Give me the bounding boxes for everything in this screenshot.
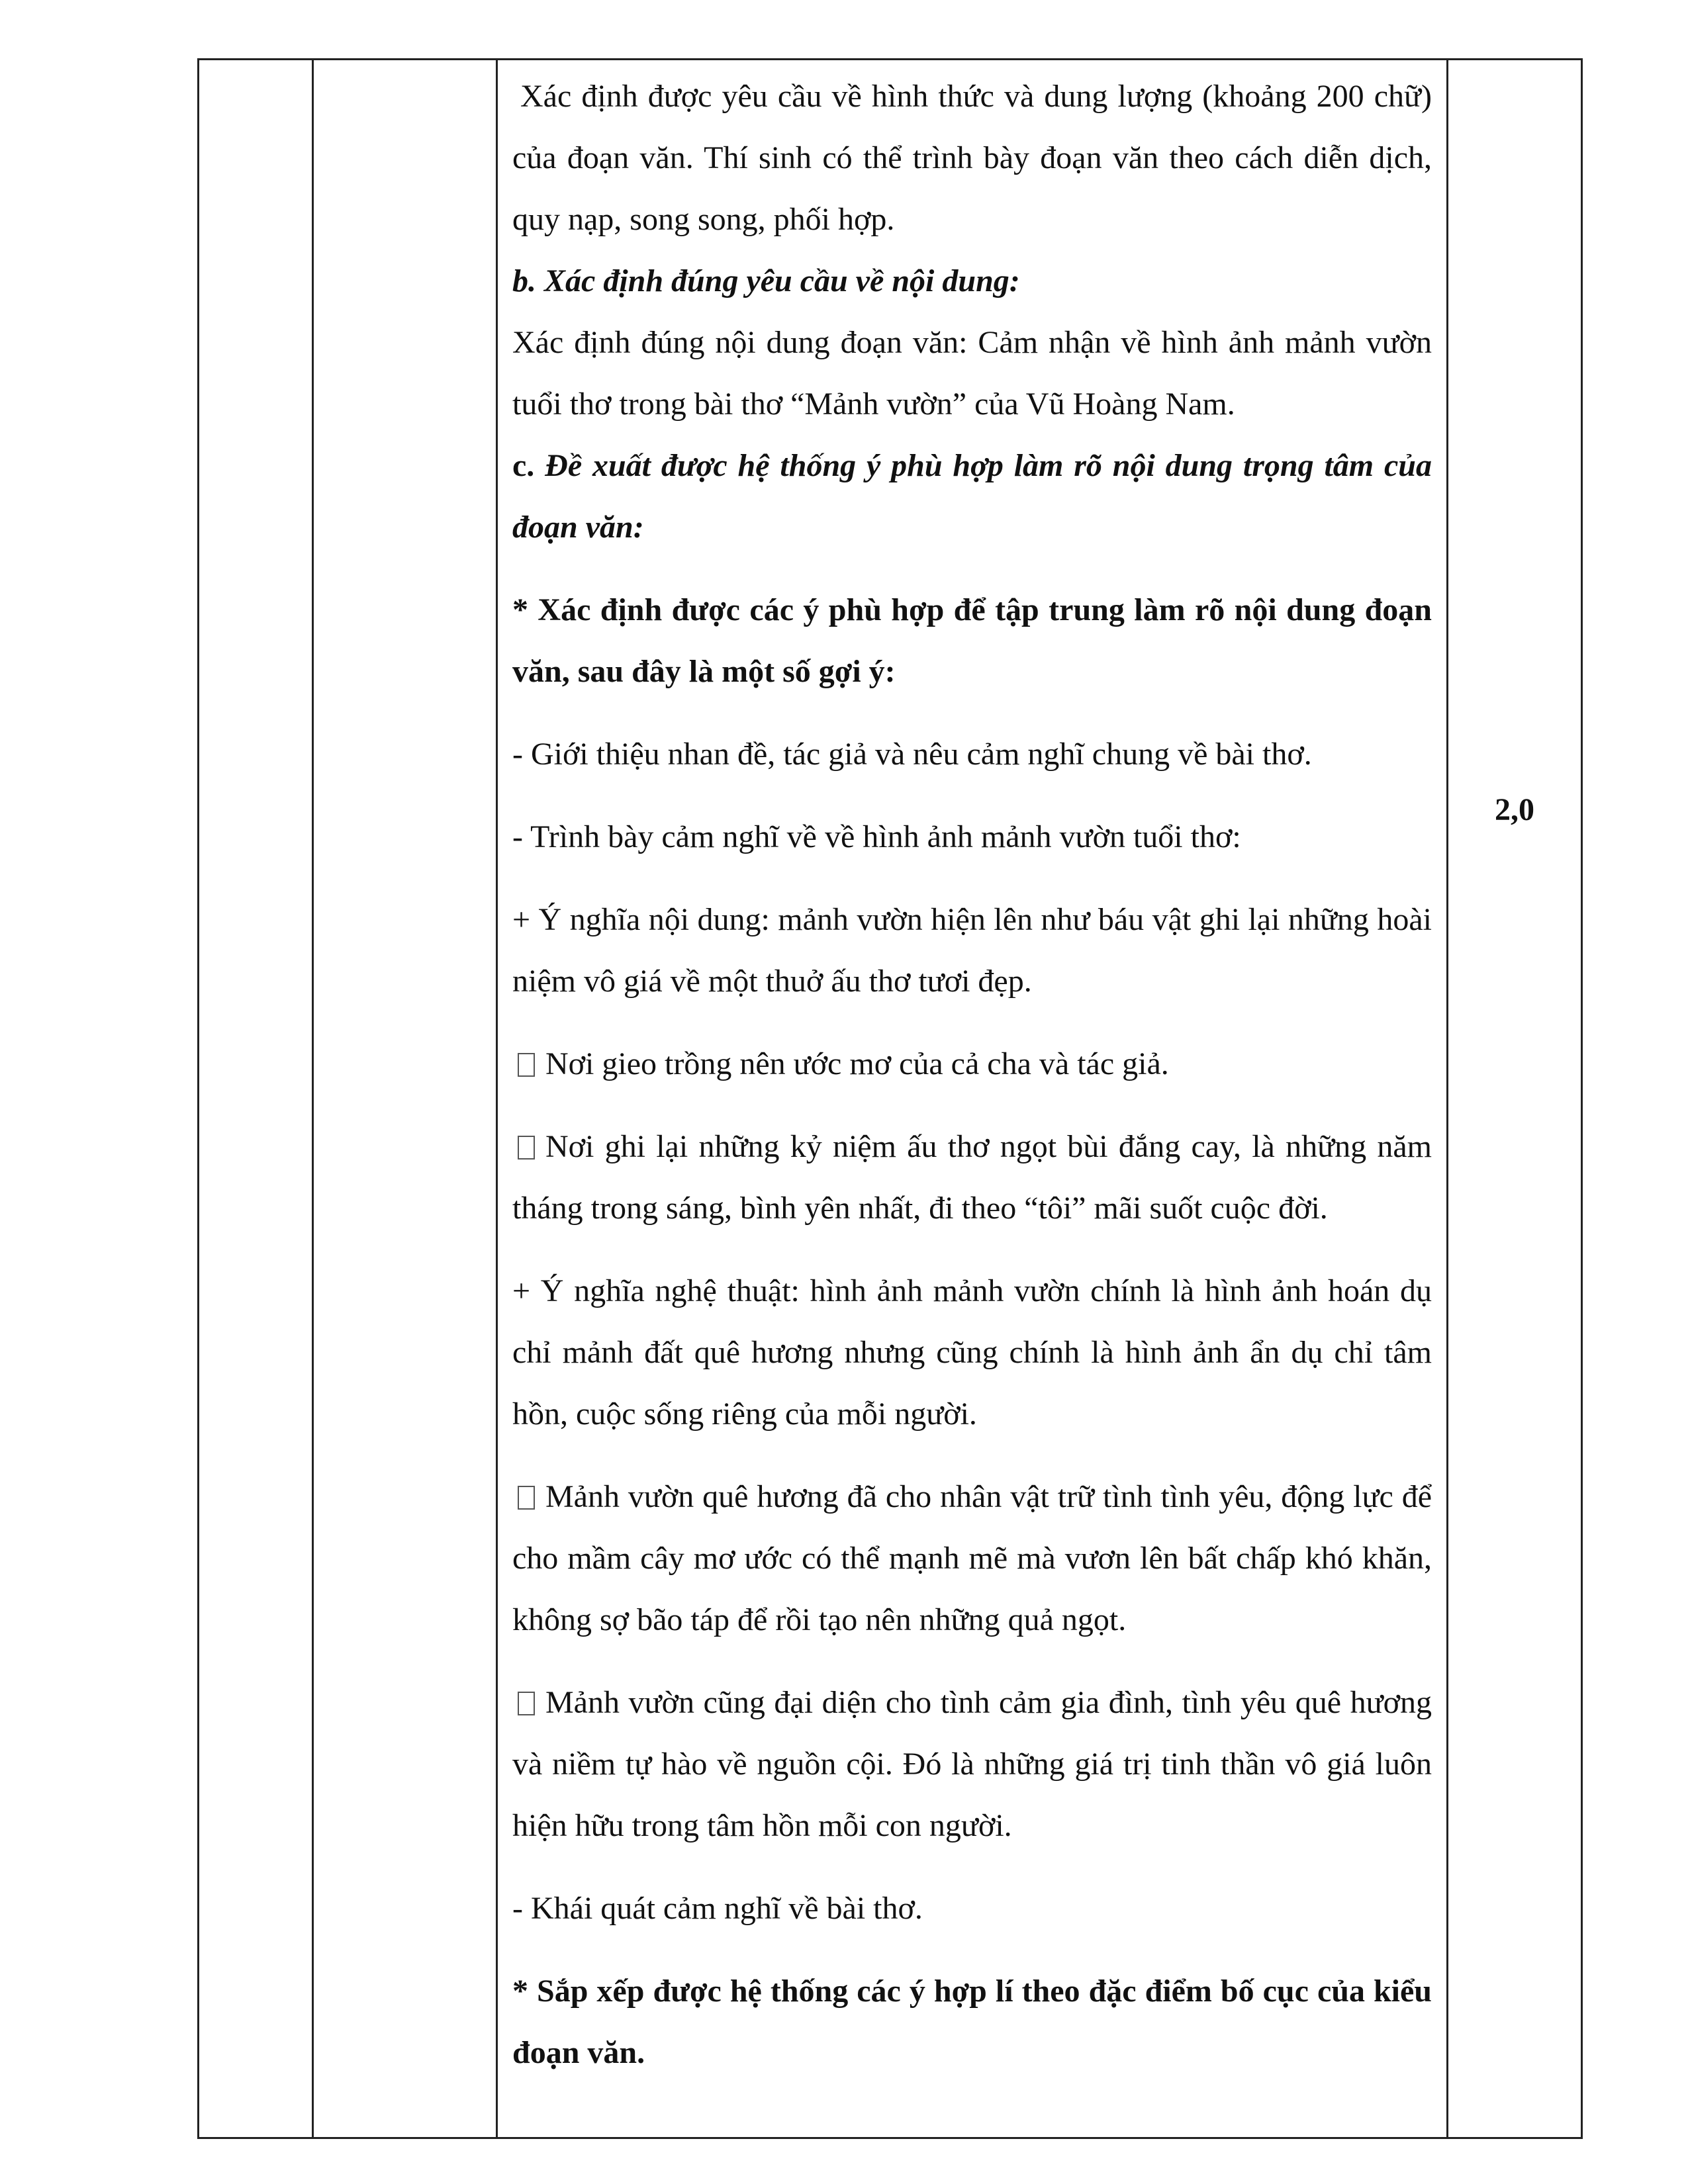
heading-c-label: c. xyxy=(512,448,535,483)
column-part xyxy=(314,60,498,2137)
heading-arrange-ideas: * Sắp xếp được hệ thống các ý hợp lí theo đặc điểm bố cục của kiểu đoạn văn. xyxy=(512,1974,1432,2070)
list-item-text: Nơi ghi lại những kỷ niệm ấu thơ ngọt bùi đắng cay, là những năm tháng trong sáng, bình yên nhất, đi theo “tôi” mãi suốt cuộc đời. xyxy=(512,1129,1432,1226)
list-item: - Trình bày cảm nghĩ về về hình ảnh mảnh vườn tuổi thơ: xyxy=(512,819,1241,854)
list-item xyxy=(512,1116,1432,1239)
bullet-box-icon xyxy=(518,1486,535,1510)
column-score xyxy=(1448,60,1581,2137)
grading-table xyxy=(197,58,1583,2139)
list-item-text: Nơi gieo trồng nên ước mơ của cả cha và tác giả. xyxy=(545,1046,1169,1081)
column-question xyxy=(199,60,314,2137)
list-item: - Khái quát cảm nghĩ về bài thơ. xyxy=(512,1891,923,1926)
heading-idea-system xyxy=(512,435,1432,558)
column-content xyxy=(498,60,1448,2137)
format-requirement: Xác định được yêu cầu về hình thức và dung lượng (khoảng 200 chữ) của đoạn văn. Thí sinh có thể trình bày đoạn văn theo cách diễn dịch, quy nạp, song song, phối hợp. xyxy=(512,79,1432,237)
list-item xyxy=(512,1466,1432,1651)
list-item xyxy=(512,1672,1432,1856)
bullet-box-icon xyxy=(518,1136,535,1160)
list-item: - Giới thiệu nhan đề, tác giả và nêu cảm nghĩ chung về bài thơ. xyxy=(512,737,1312,772)
list-item: + Ý nghĩa nghệ thuật: hình ảnh mảnh vườn chính là hình ảnh hoán dụ chỉ mảnh đất quê hương nhưng cũng chính là hình ảnh ẩn dụ chỉ tâm hồn, cuộc sống riêng của mỗi người. xyxy=(512,1273,1432,1432)
list-item-text: Mảnh vườn quê hương đã cho nhân vật trữ tình tình yêu, động lực để cho mầm cây mơ ước có thể mạnh mẽ mà vươn lên bất chấp khó khăn, không sợ bão táp để rồi tạo nên những quả ngọt. xyxy=(512,1479,1432,1637)
list-item: + Ý nghĩa nội dung: mảnh vườn hiện lên như báu vật ghi lại những hoài niệm vô giá về một thuở ấu thơ tươi đẹp. xyxy=(512,902,1432,999)
heading-content-requirement: b. Xác định đúng yêu cầu về nội dung: xyxy=(512,263,1020,298)
bullet-box-icon xyxy=(518,1053,535,1077)
bullet-box-icon xyxy=(518,1692,535,1715)
heading-c-text: Đề xuất được hệ thống ý phù hợp làm rõ nội dung trọng tâm của đoạn văn: xyxy=(512,448,1432,545)
content-requirement: Xác định đúng nội dung đoạn văn: Cảm nhận về hình ảnh mảnh vườn tuổi thơ trong bài thơ “Mảnh vườn” của Vũ Hoàng Nam. xyxy=(512,325,1432,422)
score-value: 2,0 xyxy=(1495,792,1534,827)
list-item xyxy=(512,1033,1432,1095)
heading-identify-ideas: * Xác định được các ý phù hợp để tập trung làm rõ nội dung đoạn văn, sau đây là một số gợi ý: xyxy=(512,592,1432,689)
list-item-text: Mảnh vườn cũng đại diện cho tình cảm gia đình, tình yêu quê hương và niềm tự hào về nguồn cội. Đó là những giá trị tinh thần vô giá luôn hiện hữu trong tâm hồn mỗi con người. xyxy=(512,1685,1432,1843)
